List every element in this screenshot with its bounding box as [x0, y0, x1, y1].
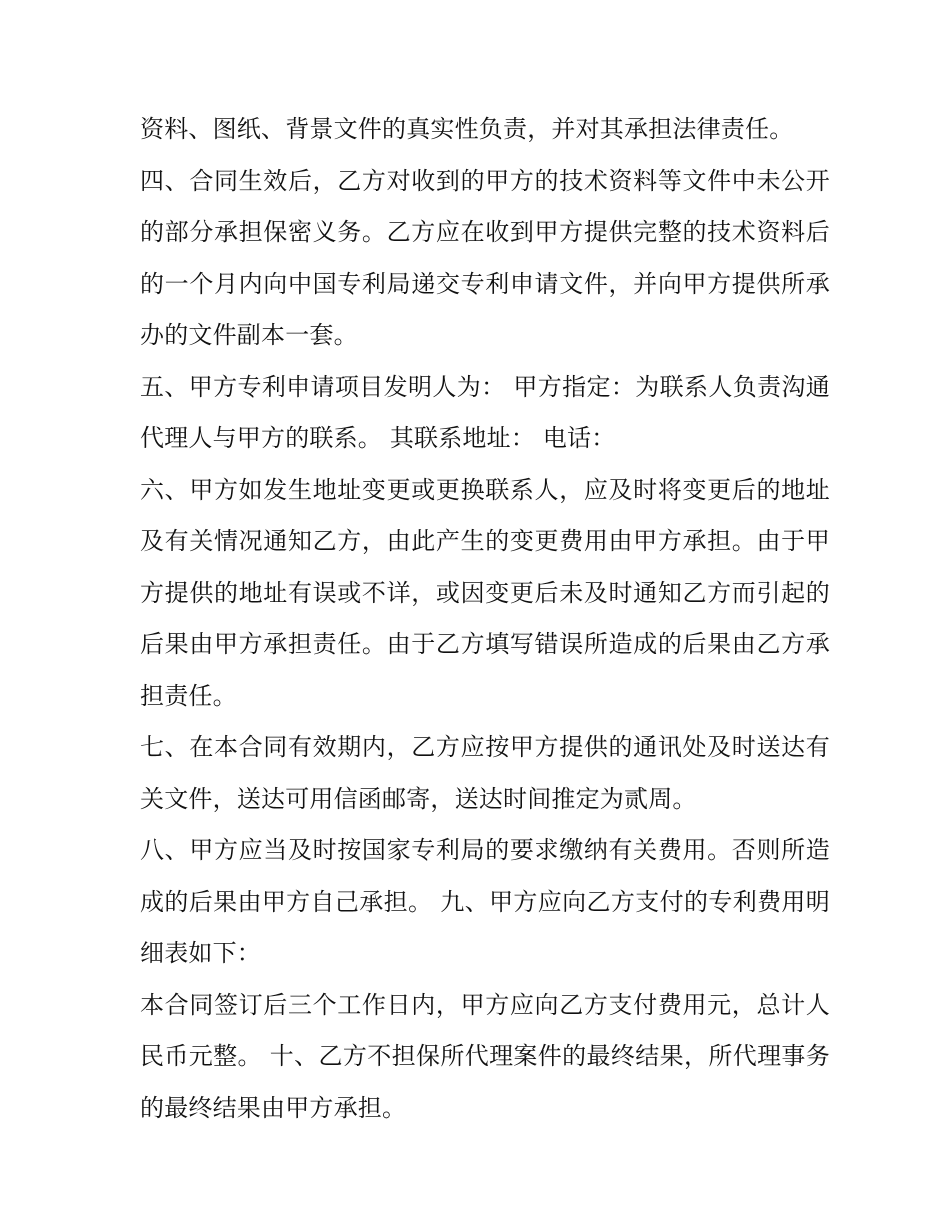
paragraph-continuation: 资料、图纸、背景文件的真实性负责，并对其承担法律责任。 [140, 115, 794, 143]
clause-eight-nine: 八、甲方应当及时按国家专利局的要求缴纳有关费用。否则所造成的后果由甲方自己承担。 九、甲方应向乙方支付的专利费用明细表如下： [140, 836, 830, 967]
clause-four: 四、合同生效后，乙方对收到的甲方的技术资料等文件中未公开的部分承担保密义务。乙方应在收到甲方提供完整的技术资料后的一个月内向中国专利局递交专利申请文件，并向甲方提供所承办的文件副本一套。 [140, 166, 830, 349]
clause-payment-ten: 本合同签订后三个工作日内，甲方应向乙方支付费用元，总计人民币元整。 十、乙方不担保所代理案件的最终结果，所代理事务的最终结果由甲方承担。 [140, 990, 830, 1122]
clause-seven: 七、在本合同有效期内，乙方应按甲方提供的通讯处及时送达有关文件，送达可用信函邮寄，送达时间推定为贰周。 [140, 733, 830, 813]
clause-five: 五、甲方专利申请项目发明人为： 甲方指定：为联系人负责沟通代理人与甲方的联系。 其联系地址： 电话： [140, 372, 830, 452]
document-body [140, 104, 830, 1134]
clause-six: 六、甲方如发生地址变更或更换联系人，应及时将变更后的地址及有关情况通知乙方，由此产生的变更费用由甲方承担。由于甲方提供的地址有误或不详，或因变更后未及时通知乙方而引起的后果由甲方承担责任。由于乙方填写错误所造成的后果由乙方承担责任。 [140, 475, 830, 710]
